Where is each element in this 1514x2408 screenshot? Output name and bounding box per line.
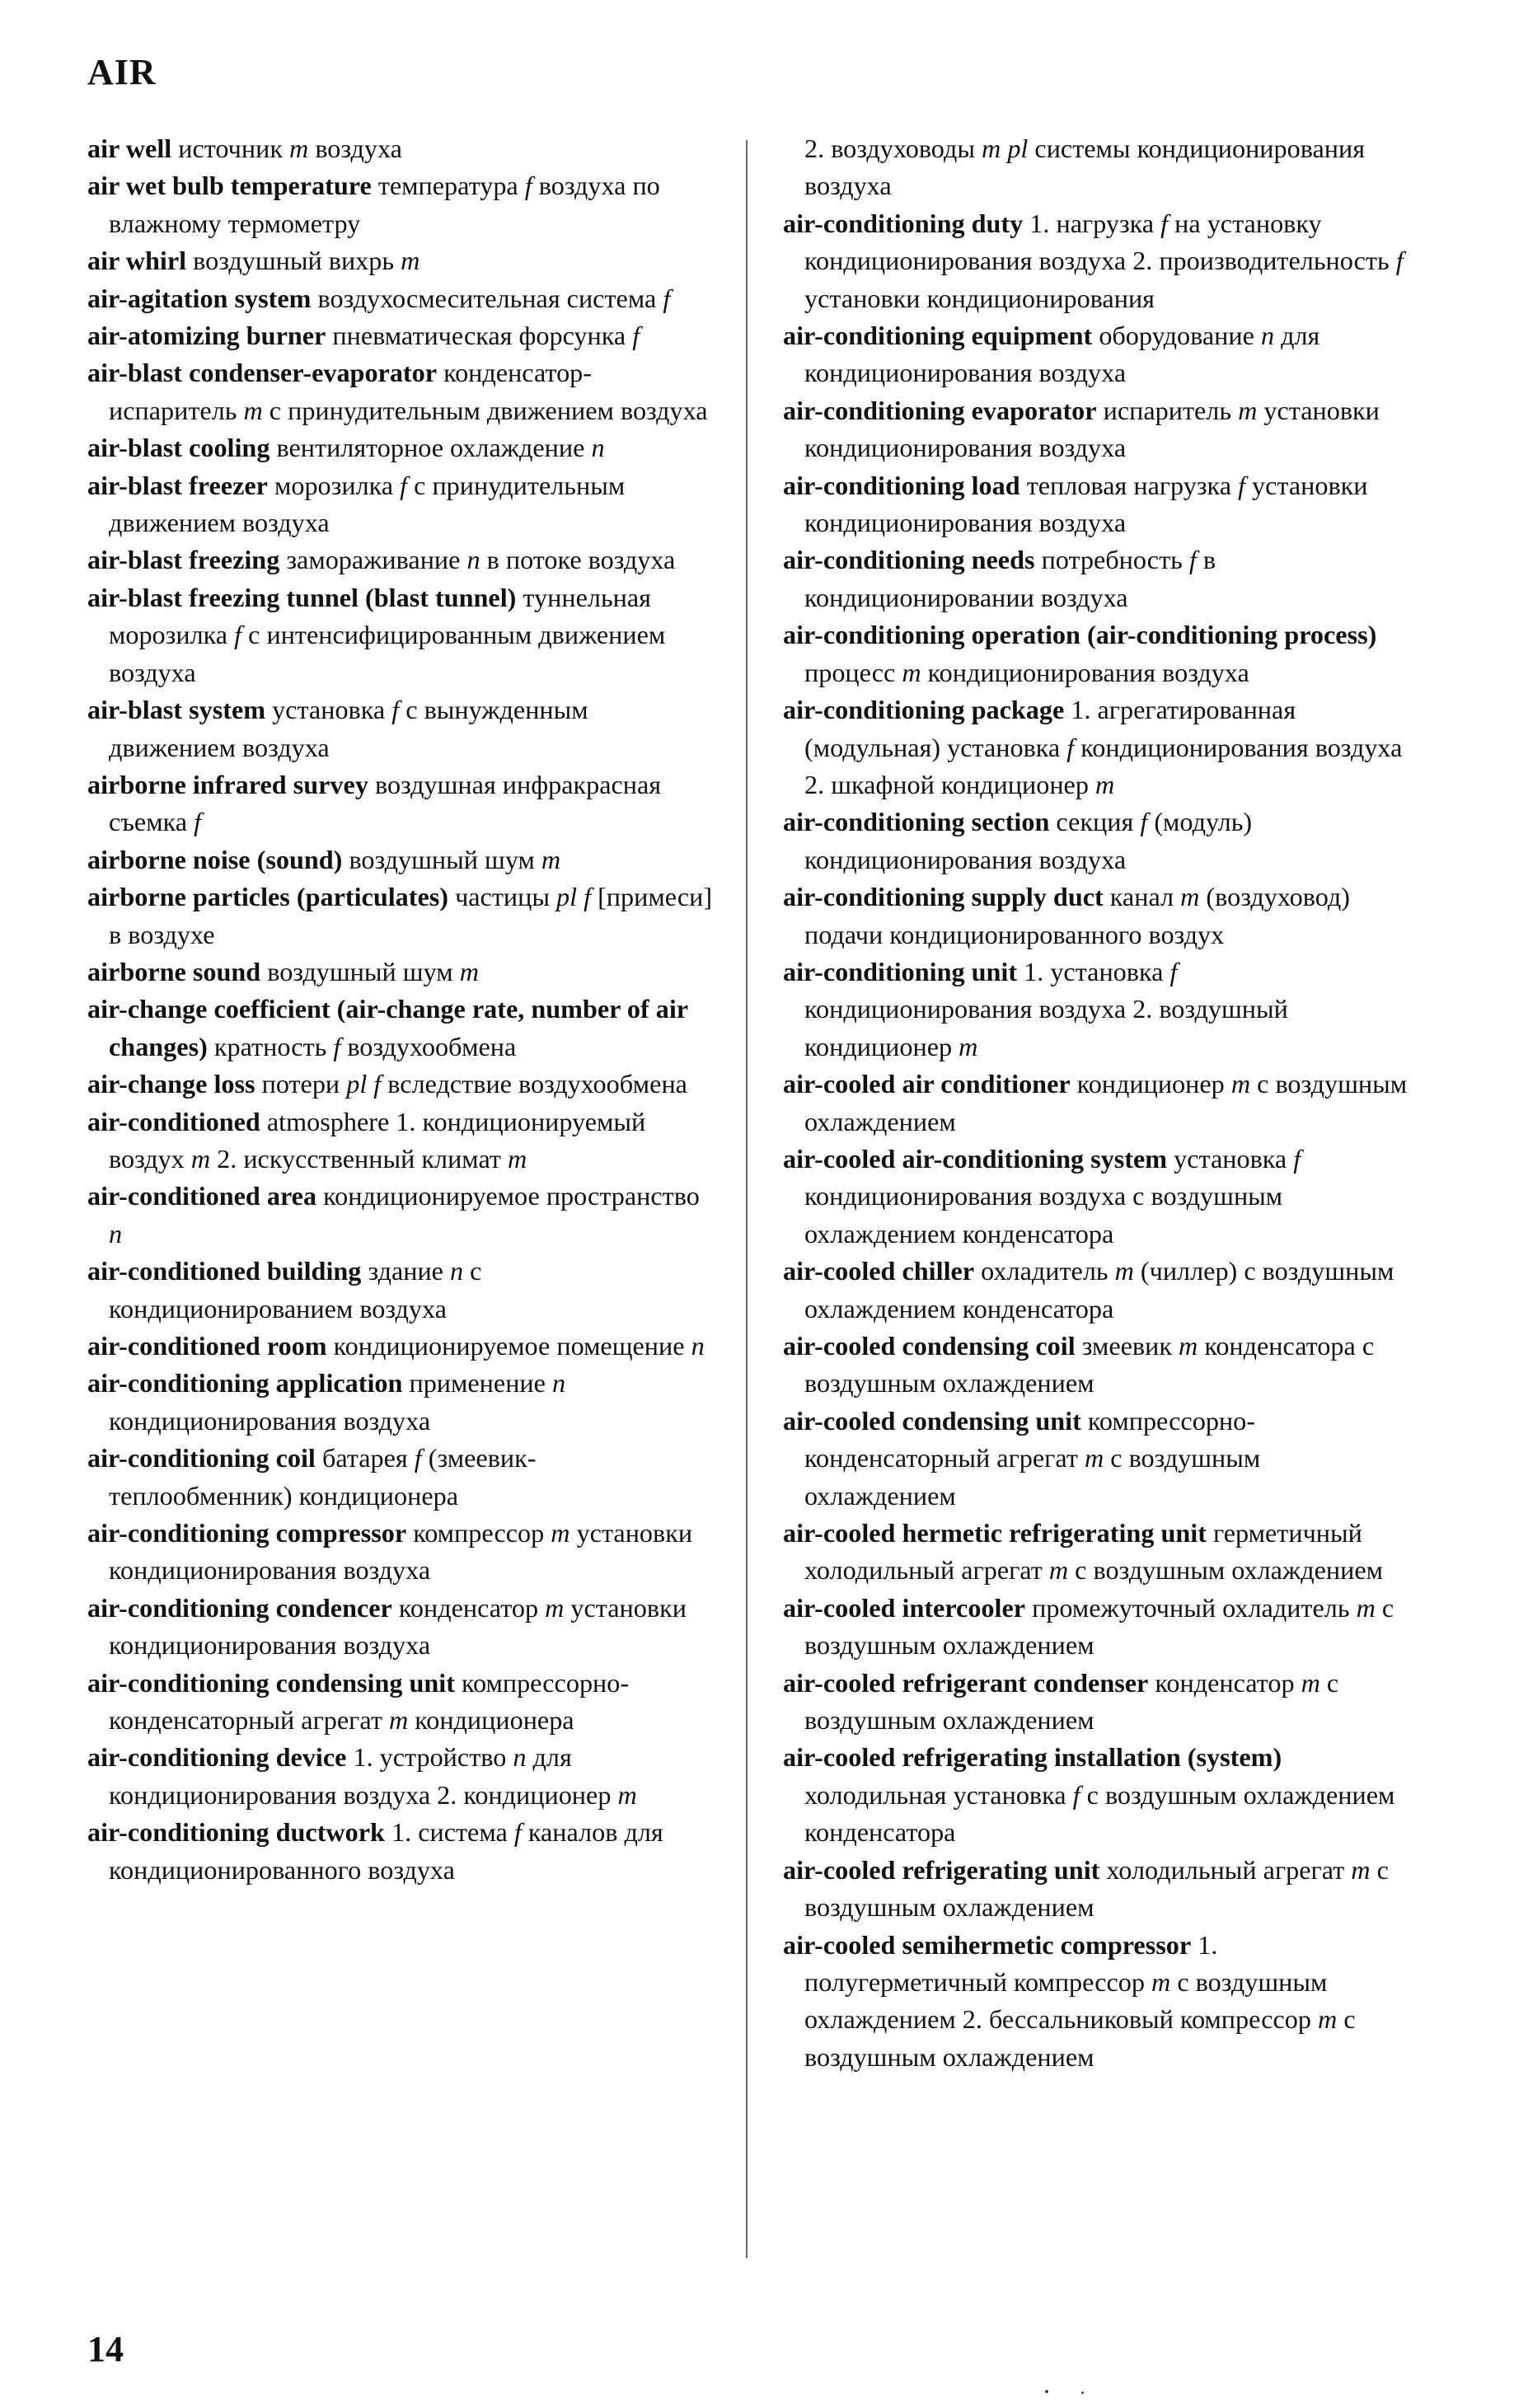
entry-translation: 1. установка f кондиционирования воздуха 2. воздушный кондиционер m [804,956,1288,1061]
entry-term: air-conditioning load [783,470,1020,500]
entry-term: air-conditioning compressor [87,1518,407,1548]
entry-translation: морозилка f с принудительным движением воздуха [109,470,626,538]
entry-term: air-blast cooling [87,433,270,463]
entry-translation: конденсатор-испаритель m с принудительным движением воздуха [109,358,708,425]
entry-term: air-blast condenser-evaporator [87,358,438,388]
dictionary-entry [783,467,1409,542]
entry-translation: компрессорно-конденсаторный агрегат m с воздушным охлаждением [804,1405,1261,1511]
entry-term: air-cooled intercooler [783,1592,1026,1623]
entry-term: air-conditioning supply duct [783,882,1104,912]
entry-term: air-blast freezing tunnel (blast tunnel) [87,582,517,612]
dictionary-entry [87,766,714,841]
page-header: AIR [87,52,157,92]
entry-term: air-conditioning duty [783,208,1024,238]
dictionary-entry [87,317,714,354]
dictionary-entry [87,1066,714,1103]
entry-translation: 1. агрегатированная (модульная) установка f кондиционирования воздуха 2. шкафной кондиционер m [804,695,1403,799]
entry-term: air-conditioning package [783,695,1065,725]
entry-term: air whirl [87,246,187,276]
entry-translation: atmosphere 1. кондиционируемый воздух m 2. искусственный климат m [109,1106,646,1174]
dictionary-entry [783,317,1409,392]
entry-term: airborne infrared survey [87,769,368,799]
entry-translation: конденсатор m установки кондиционирования воздуха [109,1592,687,1661]
entry-translation: холодильная установка f с воздушным охлаждением конденсатора [804,1779,1395,1848]
entry-term: air-conditioning application [87,1368,403,1398]
dictionary-entry [783,130,1409,205]
dictionary-entry [783,1852,1409,1927]
entry-term: air-conditioning section [783,807,1050,837]
entry-translation: потери pl f вследствие воздухообмена [261,1069,687,1099]
entry-translation: частицы pl f [примеси] в воздухе [109,882,713,949]
entry-translation: воздухосмесительная система f [317,283,671,313]
entry-translation: герметичный холодильный агрегат m с воздушным охлаждением [804,1518,1383,1586]
entry-term: air wet bulb temperature [87,171,372,201]
dictionary-entry [783,1739,1409,1851]
entry-translation: 1. полугерметичный компрессор m с воздушным охлаждением 2. бессальниковый компрессор m с воздушным охлаждением [804,1929,1356,2072]
entry-translation: испаритель m установки кондиционирования воздуха [804,395,1380,463]
entry-term: air-blast freezer [87,470,268,500]
entry-term: airborne particles (particulates) [87,882,449,912]
entry-term: air-cooled refrigerant condenser [783,1667,1149,1698]
dictionary-entry [87,878,714,953]
entry-term: air-cooled semihermetic compressor [783,1929,1192,1960]
dictionary-entry [783,803,1409,878]
page-number: 14 [87,2329,124,2369]
entry-translation: кратность f воздухообмена [213,1031,517,1061]
entry-translation: вентиляторное охлаждение n [276,433,605,463]
dictionary-entry [783,691,1409,803]
dictionary-entry [87,354,714,429]
entry-translation: 2. воздуховоды m pl системы кондиционирования воздуха [804,134,1366,201]
entry-term: air-conditioning operation (air-conditioning process) [783,620,1377,650]
dictionary-entry [87,467,714,542]
entry-term: air-blast system [87,695,266,725]
entry-translation: канал m (воздуховод) подачи кондиционированного воздух [804,882,1351,949]
dictionary-entry [87,579,714,691]
entry-term: air-conditioning device [87,1742,347,1773]
entry-term: air-conditioning needs [783,545,1035,575]
entry-translation: замораживание n в потоке воздуха [286,545,676,575]
dictionary-entry [87,1515,714,1590]
scan-speck [1045,2390,1048,2393]
entry-translation: кондиционер m с воздушным охлаждением [804,1069,1408,1136]
dictionary-entry [783,1141,1409,1253]
dictionary-entry [783,1665,1409,1740]
dictionary-entry [783,1066,1409,1141]
entry-translation: змеевик m конденсатора с воздушным охлаждением [804,1331,1375,1398]
entry-term: air-conditioning equipment [783,321,1093,351]
entry-term: air-cooled condensing unit [783,1405,1081,1436]
dictionary-entry [783,878,1409,953]
entry-translation: установка f кондиционирования воздуха с воздушным охлаждением конденсатора [804,1143,1301,1249]
entry-translation: температура f воздуха по влажному термометру [109,171,660,238]
entry-term: air well [87,134,172,163]
entry-term: air-cooled air conditioner [783,1069,1071,1099]
dictionary-entry [87,991,714,1066]
entry-translation: конденсатор m с воздушным охлаждением [804,1667,1339,1736]
entry-translation: потребность f в кондиционировании воздуха [804,545,1216,612]
dictionary-entry [87,1365,714,1440]
entry-translation: охладитель m (чиллер) с воздушным охлаждением конденсатора [804,1256,1394,1323]
entry-term: air-conditioned area [87,1181,317,1211]
entry-term: air-cooled chiller [783,1256,975,1286]
dictionary-entry [783,541,1409,616]
dictionary-entry [87,1103,714,1178]
dictionary-entry [87,1739,714,1814]
column-divider [746,140,748,2258]
entry-translation: компрессорно-конденсаторный агрегат m кондиционера [109,1667,630,1736]
entry-term: air-conditioning condensing unit [87,1667,455,1698]
entry-term: airborne sound [87,956,261,986]
entry-term: air-conditioned building [87,1256,362,1286]
right-column [783,130,1409,2076]
entry-term: air-cooled refrigerating installation (system) [783,1742,1282,1773]
entry-translation: тепловая нагрузка f установки кондиционирования воздуха [804,470,1368,538]
dictionary-entry [783,616,1409,691]
entry-translation: батарея f (змеевик-теплообменник) кондиционера [109,1443,537,1511]
entry-term: air-conditioned room [87,1331,327,1361]
entry-translation: оборудование n для кондиционирования воздуха [804,321,1320,388]
dictionary-entry [87,1814,714,1889]
entry-term: air-atomizing burner [87,321,326,351]
entry-translation: секция f (модуль) кондиционирования воздуха [804,807,1253,874]
dictionary-entry [87,429,714,466]
entry-term: air-cooled hermetic refrigerating unit [783,1518,1207,1548]
dictionary-entry [783,953,1409,1066]
entry-translation: компрессор m установки кондиционирования воздуха [109,1518,693,1586]
entry-translation: воздушный вихрь m [193,246,420,276]
dictionary-entry [87,691,714,766]
entry-translation: туннельная морозилка f с интенсифицированным движением воздуха [109,582,666,687]
dictionary-entry [783,1927,1409,2077]
entry-translation: 1. система f каналов для кондиционированного воздуха [109,1817,663,1885]
entry-translation: источник m воздуха [178,134,402,163]
entry-term: airborne noise (sound) [87,844,343,874]
dictionary-entry [87,841,714,878]
entry-translation: кондиционируемое пространство n [109,1181,700,1249]
dictionary-entry [87,1328,714,1365]
dictionary-entry [87,953,714,991]
dictionary-entry [87,1440,714,1515]
dictionary-entry [783,1590,1409,1665]
entry-term: air-blast freezing [87,545,280,575]
left-column [87,130,714,1889]
entry-term: air-agitation system [87,283,312,313]
dictionary-entry [783,1403,1409,1515]
entry-term: air-conditioning ductwork [87,1817,385,1848]
dictionary-entry [783,1253,1409,1328]
entry-translation: воздушный шум m [349,844,561,874]
dictionary-entry [87,1590,714,1665]
entry-term: air-change coefficient (air-change rate, number of air changes) [87,994,688,1061]
entry-term: air-cooled air-conditioning system [783,1143,1168,1174]
entry-term: air-cooled condensing coil [783,1331,1076,1361]
dictionary-entry [87,280,714,317]
entry-translation: промежуточный охладитель m с воздушным охлаждением [804,1592,1394,1661]
entry-translation: пневматическая форсунка f [332,321,640,351]
entry-term: air-conditioning evaporator [783,395,1097,425]
entry-term: air-conditioning condencer [87,1592,392,1623]
entry-term: air-change loss [87,1069,255,1099]
dictionary-entry [87,242,714,279]
entry-translation: установка f с вынужденным движением воздуха [109,695,588,762]
entry-translation: 1. нагрузка f на установку кондиционирования воздуха 2. производительность f установки кондиционирования [804,208,1404,313]
entry-term: air-conditioned [87,1106,260,1136]
entry-term: air-cooled refrigerating unit [783,1854,1100,1885]
dictionary-entry [87,541,714,579]
entry-translation: воздушный шум m [267,956,479,986]
dictionary-entry [87,1665,714,1740]
entry-translation: воздушная инфракрасная съемка f [109,769,662,837]
entry-translation: кондиционируемое помещение n [333,1331,705,1361]
scan-speck [1081,2392,1084,2394]
entry-translation: процесс m кондиционирования воздуха [804,657,1249,687]
dictionary-entry [783,1328,1409,1403]
dictionary-entry [783,392,1409,467]
dictionary-entry [87,167,714,242]
entry-translation: 1. устройство n для кондиционирования воздуха 2. кондиционер m [109,1742,637,1810]
dictionary-entry [87,1178,714,1253]
dictionary-entry [783,205,1409,317]
entry-term: air-conditioning coil [87,1443,316,1473]
dictionary-entry [87,130,714,167]
dictionary-entry [87,1253,714,1328]
entry-translation: применение n кондиционирования воздуха [109,1368,566,1436]
entry-translation: холодильный агрегат m с воздушным охлаждением [804,1854,1389,1923]
dictionary-entry [783,1515,1409,1590]
entry-translation: здание n с кондиционированием воздуха [109,1256,482,1323]
entry-term: air-conditioning unit [783,956,1018,986]
